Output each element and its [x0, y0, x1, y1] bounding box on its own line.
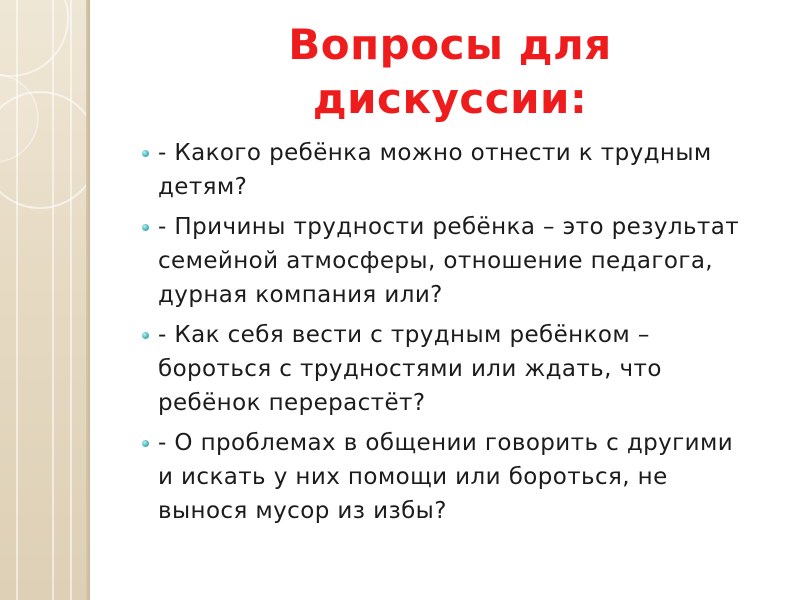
- title-line-2: дискуссии:: [312, 74, 588, 123]
- question-text: - Какого ребёнка можно отнести к трудным детям?: [158, 140, 712, 200]
- decorative-circle: [0, 74, 38, 162]
- side-panel-edge: [86, 0, 90, 600]
- list-item: [142, 136, 752, 204]
- slide-title: [200, 18, 700, 126]
- question-text: - Причины трудности ребёнка – это результат семейной атмосферы, отношение педагога, дурная компания или?: [158, 214, 739, 308]
- decorative-circle: [0, 0, 68, 76]
- bullet-dot-icon: [142, 150, 149, 157]
- question-text: - О проблемах в общении говорить с другими и искать у них помощи или бороться, не вынося мусор из избы?: [158, 430, 734, 524]
- bullet-dot-icon: [142, 440, 149, 447]
- list-item: [142, 426, 752, 528]
- bullet-dot-icon: [142, 224, 149, 231]
- title-line-1: Вопросы для: [288, 20, 612, 69]
- list-item: [142, 318, 752, 420]
- list-item: [142, 210, 752, 312]
- bullet-dot-icon: [142, 332, 149, 339]
- decorative-side-panel: [0, 0, 90, 600]
- question-text: - Как себя вести с трудным ребёнком – бороться с трудностями или ждать, что ребёнок перерастёт?: [158, 322, 662, 416]
- decorative-circles: [0, 0, 90, 600]
- discussion-questions-list: [142, 136, 752, 534]
